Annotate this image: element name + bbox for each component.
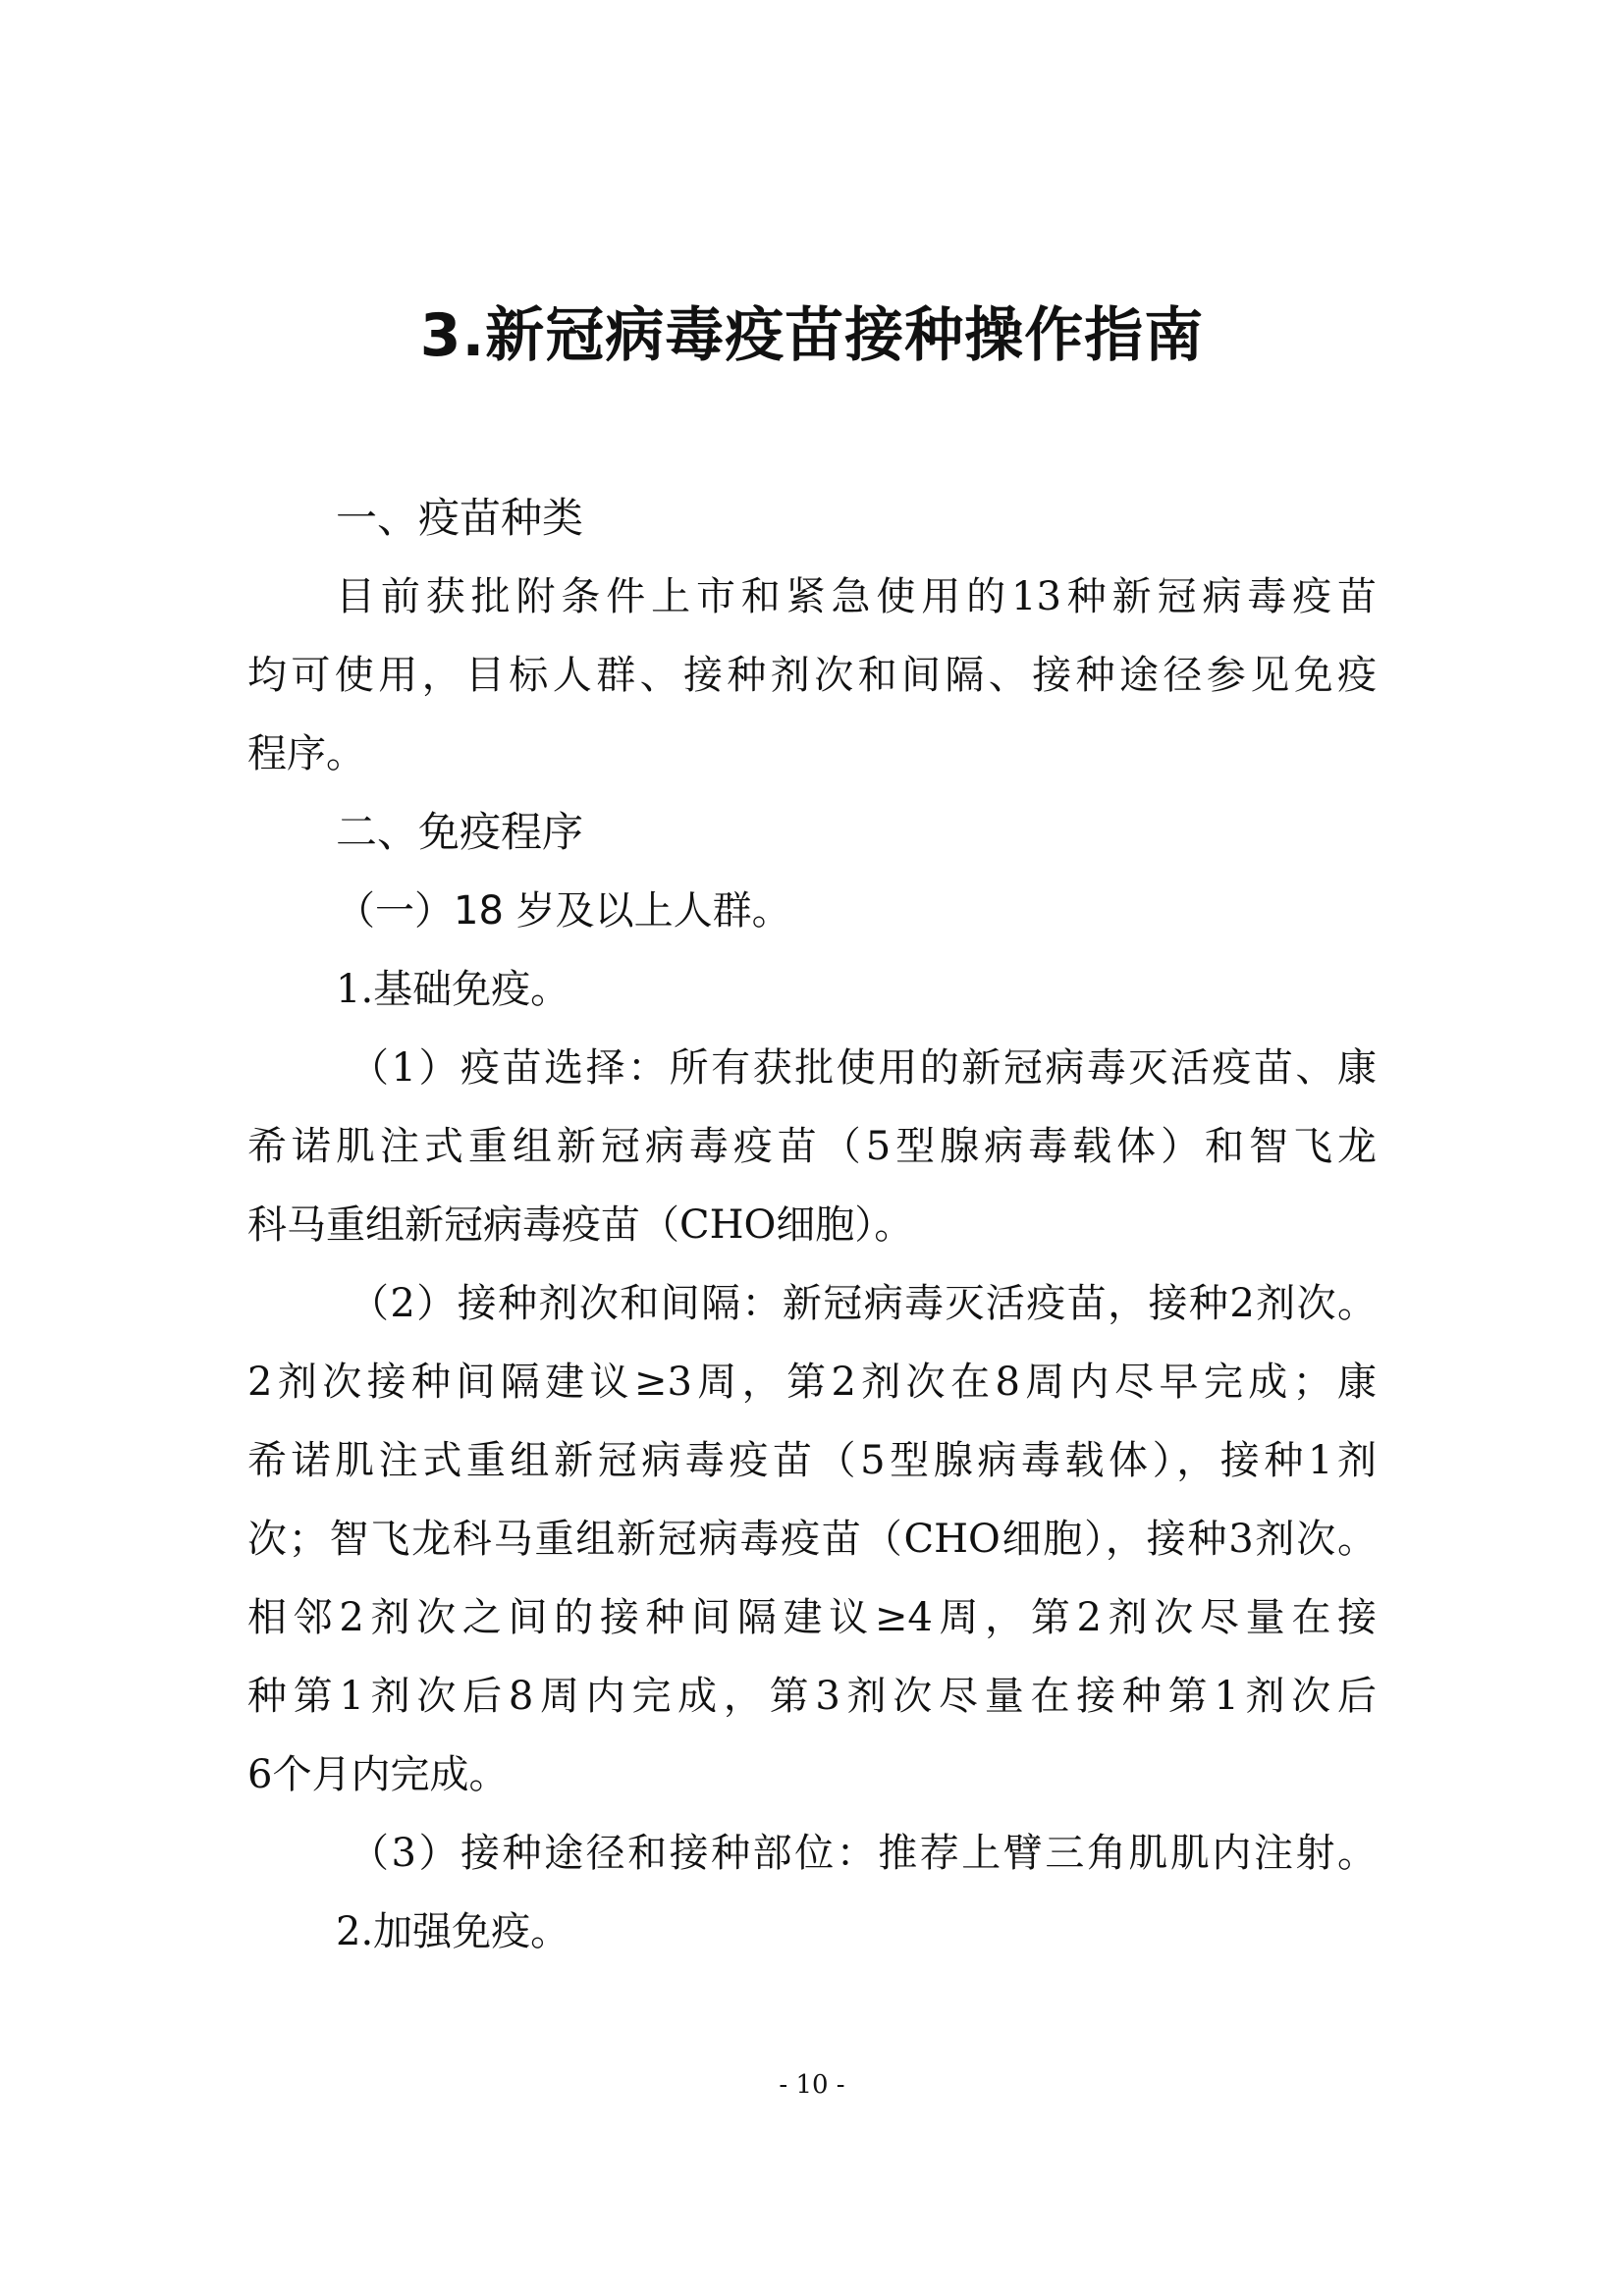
paragraph-line: 程序。 (247, 731, 365, 776)
paragraph-line: 2剂次接种间隔建议≥3周，第2剂次在8周内尽早完成；康 (247, 1360, 1377, 1405)
paragraph-line: 种第1剂次后8周内完成，第3剂次尽量在接种第1剂次后 (247, 1674, 1377, 1719)
paragraph-line: 相邻2剂次之间的接种间隔建议≥4周，第2剂次尽量在接 (247, 1595, 1377, 1640)
document-title: 3.新冠病毒疫苗接种操作指南 (419, 301, 1205, 370)
item-heading-basic-immunization: 1.基础免疫。 (336, 967, 570, 1012)
item-heading-booster-immunization: 2.加强免疫。 (336, 1909, 570, 1954)
paragraph-line: 次；智飞龙科马重组新冠病毒疫苗（CHO细胞），接种3剂次。 (247, 1517, 1377, 1562)
paragraph-line: 希诺肌注式重组新冠病毒疫苗（5型腺病毒载体），接种1剂 (247, 1438, 1377, 1483)
paragraph-line: 均可使用，目标人群、接种剂次和间隔、接种途径参见免疫 (247, 653, 1377, 698)
section-heading-immunization-schedule: 二、免疫程序 (336, 808, 584, 856)
subsection-heading-adults: （一）18 岁及以上人群。 (336, 888, 791, 934)
paragraph-line: （2）接种剂次和间隔：新冠病毒灭活疫苗，接种2剂次。 (350, 1281, 1377, 1326)
paragraph-line: （1）疫苗选择：所有获批使用的新冠病毒灭活疫苗、康 (350, 1045, 1377, 1091)
paragraph-line: 科马重组新冠病毒疫苗（CHO细胞）。 (247, 1202, 914, 1248)
section-heading-vaccine-types: 一、疫苗种类 (336, 494, 584, 542)
paragraph-line: （3）接种途径和接种部位：推荐上臂三角肌肌内注射。 (350, 1831, 1377, 1876)
page-number: - 10 - (779, 2070, 845, 2100)
paragraph-line: 6个月内完成。 (247, 1752, 509, 1797)
paragraph-line: 目前获批附条件上市和紧急使用的13种新冠病毒疫苗 (336, 574, 1377, 619)
paragraph-line: 希诺肌注式重组新冠病毒疫苗（5型腺病毒载体）和智飞龙 (247, 1124, 1377, 1169)
